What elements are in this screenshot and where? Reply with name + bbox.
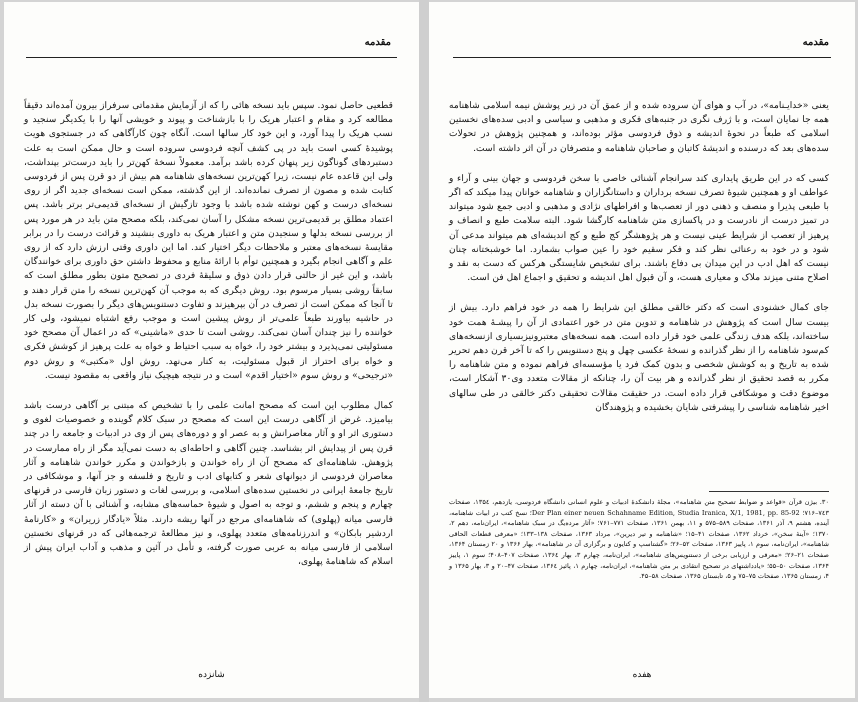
footnote-rule bbox=[709, 491, 829, 492]
running-header: مقدمه bbox=[802, 37, 829, 48]
paragraph: کسی که در این طریق پایداری کند سرانجام آشنائی خاصی با سخن فردوسی و جهان بینی و آراء و عواطف او و همچنین شیوهٔ تصرف نسخه برداران و داستانگزاران و شاهنامه خوانان پیدا میکند که اگر با طبعی پذیرا و منصف و ذهنی دور از تعصب‌ها و افراطهای نژادی و مذهبی و ادبی جمع شود میتواند در تمیز درست از نادرست و در پاکسازی متن شاهنامه کارگشا شود. البته سلامت طبع و انصاف و پرهیز از تعصب از شرایط عینی نیست و هر پژوهشگر کج طبع و کج اندیشه‌ای هم میتواند مدعی آن شود و در خود به رعنائی نظر کند و فکر سقیم خود را عین صواب بشمارد. اما خوشبختانه چنان نیست که اهل ادب در این میدان بی دفاع باشند. برای تشخیص شایستگی هرکس که دست به نقد و اصلاح متنی میزند ملاک و معیاری هست، و آن قبول اهل اندیشه و تحقیق و اجماع اهل فن است. bbox=[449, 172, 829, 284]
paragraph: کمال مطلوب این است که مصحح امانت علمی را با تشخیص که مبتنی بر آگاهی درست باشد بیامیزد. غرض از آگاهی درست این است که مصحح در سبک کلام گوینده و خصوصیات لغوی و دستوری اثر او و آثار معاصرانش و به عصر او و دوره‌های پس از وی در ادبیات و جامعه را در چند قرن پس از پیدایش اثر بشناسد. چنین آگاهی و احاطه‌ای به دست نمی‌آید مگر از راه ممارست در پژوهش. شاهنامه‌ای که مصحح آن از راه خواندن و بازخواندن و مکرر خواندن شاهنامه و آثار معاصران فردوسی از دیوانهای شعر و کتابهای ادب و تاریخ و فلسفه و جز آنها، و موشکافی در تاریخ جامعهٔ ایرانی در نخستین سده‌های اسلامی، و بررسی لغات و دستور زبان فارسی در قرنهای چهارم و پنجم و ششم، و توجه به اصول و شیوهٔ حماسه‌های مشابه، و آشنائی با آن دسته از آثار فارسی میانه (پهلوی) که شاهنامه‌ای مرجع در آنها ریشه دارند. مثلاً «یادگار زریران» و «کارنامهٔ اردشیر بابکان» و اندرزنامه‌های متعدد پهلوی، و نیز مطالعهٔ ترجمه‌هائی که در قرنهای نخستین اسلامی از فارسی میانه به عربی صورت گرفته، و تأمل در آئین و مذهب و آداب ایران پیش از اسلام که شاهنامهٔ پهلوی، bbox=[24, 400, 393, 568]
book-gutter bbox=[419, 0, 429, 702]
paragraph: قطعیی حاصل نمود. سپس باید نسخه هائی را که از آزمایش مقدماتی سرفراز بیرون آمده‌اند دقیقاً مطالعه کرد و مقام و اعتبار هریک را با بازشناخت و پیوند و خویشی آنها را با یکدیگر سنجید و نسب هریک را پیدا آورد، و این خود کار سالها است. آنگاه چون کارآگاهی که در جستجوی هویت پوشیدهٔ کسی است باید در پی کشف آنچه فردوسی سروده است و حال ممکن است به علت دستبردهای گوناگون زیر پنهان کرده باشد برآمد. معمولاً نسخهٔ کهن‌تر را باید درست‌تر بپنداشت، ولی این قاعده عام نیست، زیرا کهن‌ترین نسخه‌های شاهنامه هم بیش از دو قرن پس از فردوسی کتابت شده و مصون از تصرف نمانده‌اند. از این گذشته، ممکن است نسخه‌ای جدید اگر از روی نسخه‌ای درست و کهن نوشته شده باشد با وجود تازگیش از نسخه‌ای قدیمی‌تر برتر باشد. پس اعتماد مطلق بر قدیمی‌ترین نسخه مشکل را آسان نمی‌کند، بلکه مصحح متن باید در هر مورد پس از بررسی نسخه بدلها و سنجیدن متن و اعتبار هریک به داوری بنشیند و قرائت درست را در برابر مقایسهٔ نسخه‌های معتبر و ملاحظات دیگر اختیار کند. اما این داوری وقتی ارزش دارد که از روی علم و آگاهی انجام بگیرد و همچنین توأم با ارائهٔ منابع و محفوظ داشتن حق داوری برای خوانندگان باشد، و این غیر از حالتی قرار دادن ذوق و سلیقهٔ فردی در تصحیح متون بطور مطلق است که سابقاً روشی بسیار مرسوم بود. روش دیگری که به موجب آن کهن‌ترین نسخه را متن قرار دهند و تا آنجا که ممکن است از تصرف در آن بپرهیزند و تفاوت دستنویس‌های دیگر را بصورت نسخه بدل در حاشیه بیاورند طبعاً علمی‌تر از روش پیشین است و موجب رفع اشتباه نمیشود، ولی کار خواننده را نیز چندان آسان نمی‌کند. روشی است تا حدی «ماشینی» که در اعمال آن مصحح خود مسئولیتی نمی‌پذیرد و بیشتر خود را، خواه به سبب احتیاط و خواه به علت پرهیز از کوشش فکری و خواه برای احتراز از قبول مسئولیت، به کنار می‌نهد. روش اول «مکتبی» و روش دوم «ترجیحی» و روش سوم «اختیار اقدم» است و در نتیجه هیچیک نیاز واقعی به مقصود نیست. bbox=[24, 100, 393, 381]
paragraph: جای کمال خشنودی است که دکتر خالقی مطلق این شرایط را همه در خود فراهم دارد. بیش از بیست سال است که پژوهش در شاهنامه و تدوین متن در خور اعتمادی از آن را پیشـهٔ همت خود ساخته‌اند، بلکه هدف زندگی علمی خود قرار داده است. همه نسخه‌های معتبرونیزبسیاری ازنسخه‌های کم‌سود شاهنامه را از نظر گذرانده و نسخهٔ عکسی چهل و پنج دستنویس را که تا آخر قرن دهم تحریر شده به تاریخ و به کوشش شخصی و بدون کمک فرد یا مؤسسه‌ای فراهم نموده و متن شاهنامه را مکرر به قصد تحقیق از نظر گذرانده و هر بیت آن را، چنانکه از مقالات متعدد وی۳۰ آشکار است، موضوع دقت و موشکافی قرار داده است. در حقیقت مقالات تحقیقی دکتر خالقی در طی سالهای اخیر شاهنامه شناسی را پیشرفتی شایان بخشیده و پژوهندگان bbox=[449, 302, 830, 413]
page-number: هفده bbox=[632, 670, 652, 680]
footnote: ۳۰. بیژن قرآن «قواعد و ضوابط تصحیح متن شاهنامه»، مجلهٔ دانشکدهٔ ادبیات و علوم انسانی دانشگاه فردوسی، یازدهم، ۱۳۵٤، صفحات ۷٤۳–۷۱۶؛ Der Plan einer neuen Schahname Edition, Studia Iranica, X/1, 1981, pp. 85-92؛ نسخ کتب در ابیات شاهنامه، آینده، هشتم ۹، آذر ۱۳۶۱، صفحات ۵۸۹–۵۷۵ و ۱۱، بهمن ۱۳۶۱، صفحات ۷۷۱–۷۶۱؛ «آثار مرده‌یگ در سبک شاهنامه»، ایران‌نامه، دهم ۲، ۱۳۷۰؛ «آینهٔ سخن»، خرداد ۱۳۶۲، صفحات ۴۱–۱۵؛ «شاهنامه و تیر دیرین»، مرداد ۱۳۶۳، صفحات ۱۳۸–۱۳۳؛ «معرفی قطعات الحاقی شاهنامه»، ایران‌نامه، سوم ۱، پاییز ۱۳۶۳، صفحات ۵۲–۲۶؛ «گشتاسپ و کتایون و برگزاری آن در شاهنامه»، بهار ۱۳۶۶ و ۲۰ زمستان ۱۳۶۴، صفحات ۲۱–۲۶؛ «معرفی و ارزیابی برخی از دستنویس‌های شاهنامه»، ایران‌نامه، چهارم ۳، بهار ۱۳۶٤، صفحات ۴۰۷–۴۰۸؛ سوم ۱، پاییز ۱۳۶۴، صفحات ۵۰–۵۵؛ «یادداشتهای در تصحیح انتقادی بر متن شاهنامه»، ایران‌نامه، چهارم ۱، پائیز ۱۳۶٤، صفحات ۴۷–۲۰ و ۳، بهار ۱۳۶۵ و ۴، زمستان ۱۳۶۵، صفحات ۷۵–۷۵ و ۵، تابستان ۱۳۶۵، صفحات ۵۸–۴۵. bbox=[449, 498, 830, 581]
right-page bbox=[429, 2, 855, 698]
body-text bbox=[449, 99, 829, 431]
running-header: مقدمه bbox=[364, 37, 391, 48]
page-number: شانزده bbox=[198, 670, 225, 680]
body-text bbox=[24, 99, 393, 586]
footnotes bbox=[449, 497, 829, 582]
header-rule bbox=[453, 57, 831, 58]
header-rule bbox=[26, 57, 397, 58]
left-page bbox=[4, 2, 419, 698]
paragraph: یعنی «خدایـنامه»، در آب و هوای آن سروده شده و از عمق آن در زیر پوشش نیمه اسلامی شاهنامه همه جا نمایان است، و با ژرف نگری در جنبه‌های فکری و مذهبی و سیاسی و ادبی سده‌های نخستین اسلامی که طبعاً در نحوهٔ اندیشه و ذوق فردوسی مؤثر بوده‌اند، و همچنین پژوهش در تحولات سده‌های بعد که درسنده و اندیشهٔ کاتبان و صاحبان شاهنامه و متصرفان در آن اثر داشته است. bbox=[449, 100, 829, 154]
